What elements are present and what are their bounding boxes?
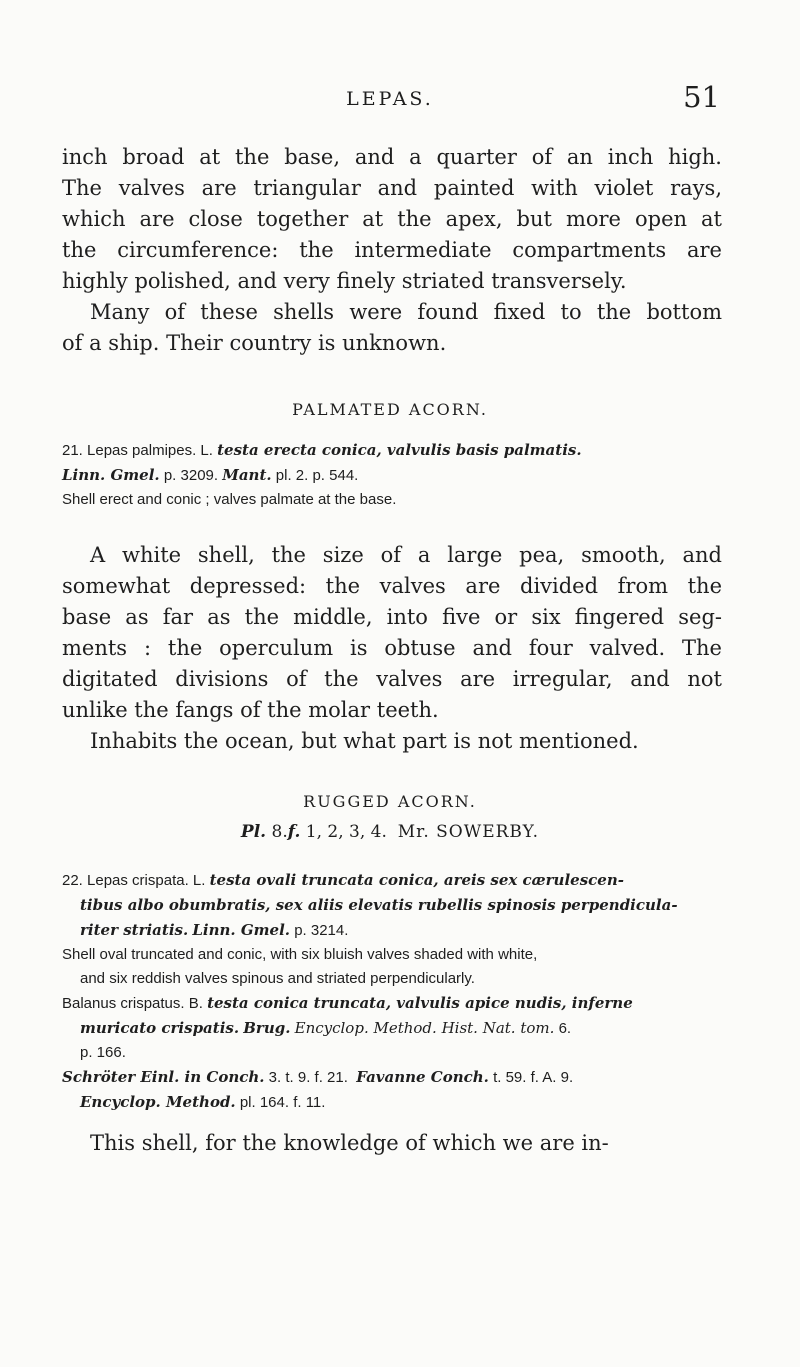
plate-reference: Pl. 8.f. 1, 2, 3, 4. Mr. SOWERBY.: [240, 822, 540, 842]
reference-line: 22. Lepas crispata. L. testa ovali truncata conica, areis sex cærulescen-: [62, 871, 624, 889]
closing-paragraph: [62, 1128, 722, 1159]
reference-line: riter striatis. Linn. Gmel. p. 3214.: [80, 921, 349, 939]
text-line: The valves are triangular and painted with violet rays,: [62, 176, 722, 200]
text-line: Many of these shells were found fixed to the bottom: [90, 300, 722, 324]
reference-line: p. 166.: [80, 1044, 126, 1061]
text-line: unlike the fangs of the molar teeth.: [62, 698, 439, 722]
text-line: This shell, for the knowledge of which we are in-: [90, 1131, 609, 1155]
reference-line: 21. Lepas palmipes. L. testa erecta conica, valvulis basis palmatis.: [62, 441, 582, 459]
reference-line: tibus albo obumbratis, sex aliis elevatis rubellis spinosis perpendicula-: [80, 896, 678, 914]
palmated-references: [62, 438, 724, 512]
reference-line: Schröter Einl. in Conch. 3. t. 9. f. 21. Favanne Conch. t. 59. f. A. 9.: [62, 1068, 574, 1086]
text-line: base as far as the middle, into five or six fingered seg-: [62, 605, 722, 629]
reference-line: and six reddish valves spinous and striated perpendicularly.: [80, 970, 475, 987]
text-line: Inhabits the ocean, but what part is not mentioned.: [90, 729, 639, 753]
text-line: inch broad at the base, and a quarter of an inch high.: [62, 145, 722, 169]
running-head: LEPAS.: [346, 88, 434, 110]
text-line: A white shell, the size of a large pea, smooth, and: [90, 543, 722, 567]
paragraph-continuation: [62, 142, 722, 359]
text-line: somewhat depressed: the valves are divided from the: [62, 574, 722, 598]
text-line: ments : the operculum is obtuse and four valved. The: [62, 636, 722, 660]
page-number: 51: [683, 80, 720, 114]
text-line: of a ship. Their country is unknown.: [62, 331, 447, 355]
section-heading-rugged-acorn: RUGGED ACORN.: [303, 792, 477, 811]
reference-line: Linn. Gmel. p. 3209. Mant. pl. 2. p. 544.: [62, 466, 359, 484]
reference-line: Shell oval truncated and conic, with six bluish valves shaded with white,: [62, 946, 538, 963]
palmated-description: [62, 540, 722, 757]
reference-line: Balanus crispatus. B. testa conica truncata, valvulis apice nudis, inferne: [62, 994, 633, 1012]
text-line: digitated divisions of the valves are irregular, and not: [62, 667, 722, 691]
reference-line: Shell erect and conic ; valves palmate at the base.: [62, 491, 397, 508]
reference-line: muricato crispatis. Brug. Encyclop. Method. Hist. Nat. tom. 6.: [80, 1019, 572, 1037]
rugged-references: [62, 868, 724, 1115]
reference-line: Encyclop. Method. pl. 164. f. 11.: [80, 1093, 326, 1111]
text-line: the circumference: the intermediate compartments are: [62, 238, 722, 262]
section-heading-palmated-acorn: PALMATED ACORN.: [292, 400, 488, 419]
text-line: which are close together at the apex, but more open at: [62, 207, 722, 231]
page-header: [60, 80, 720, 120]
text-line: highly polished, and very finely striated transversely.: [62, 269, 627, 293]
